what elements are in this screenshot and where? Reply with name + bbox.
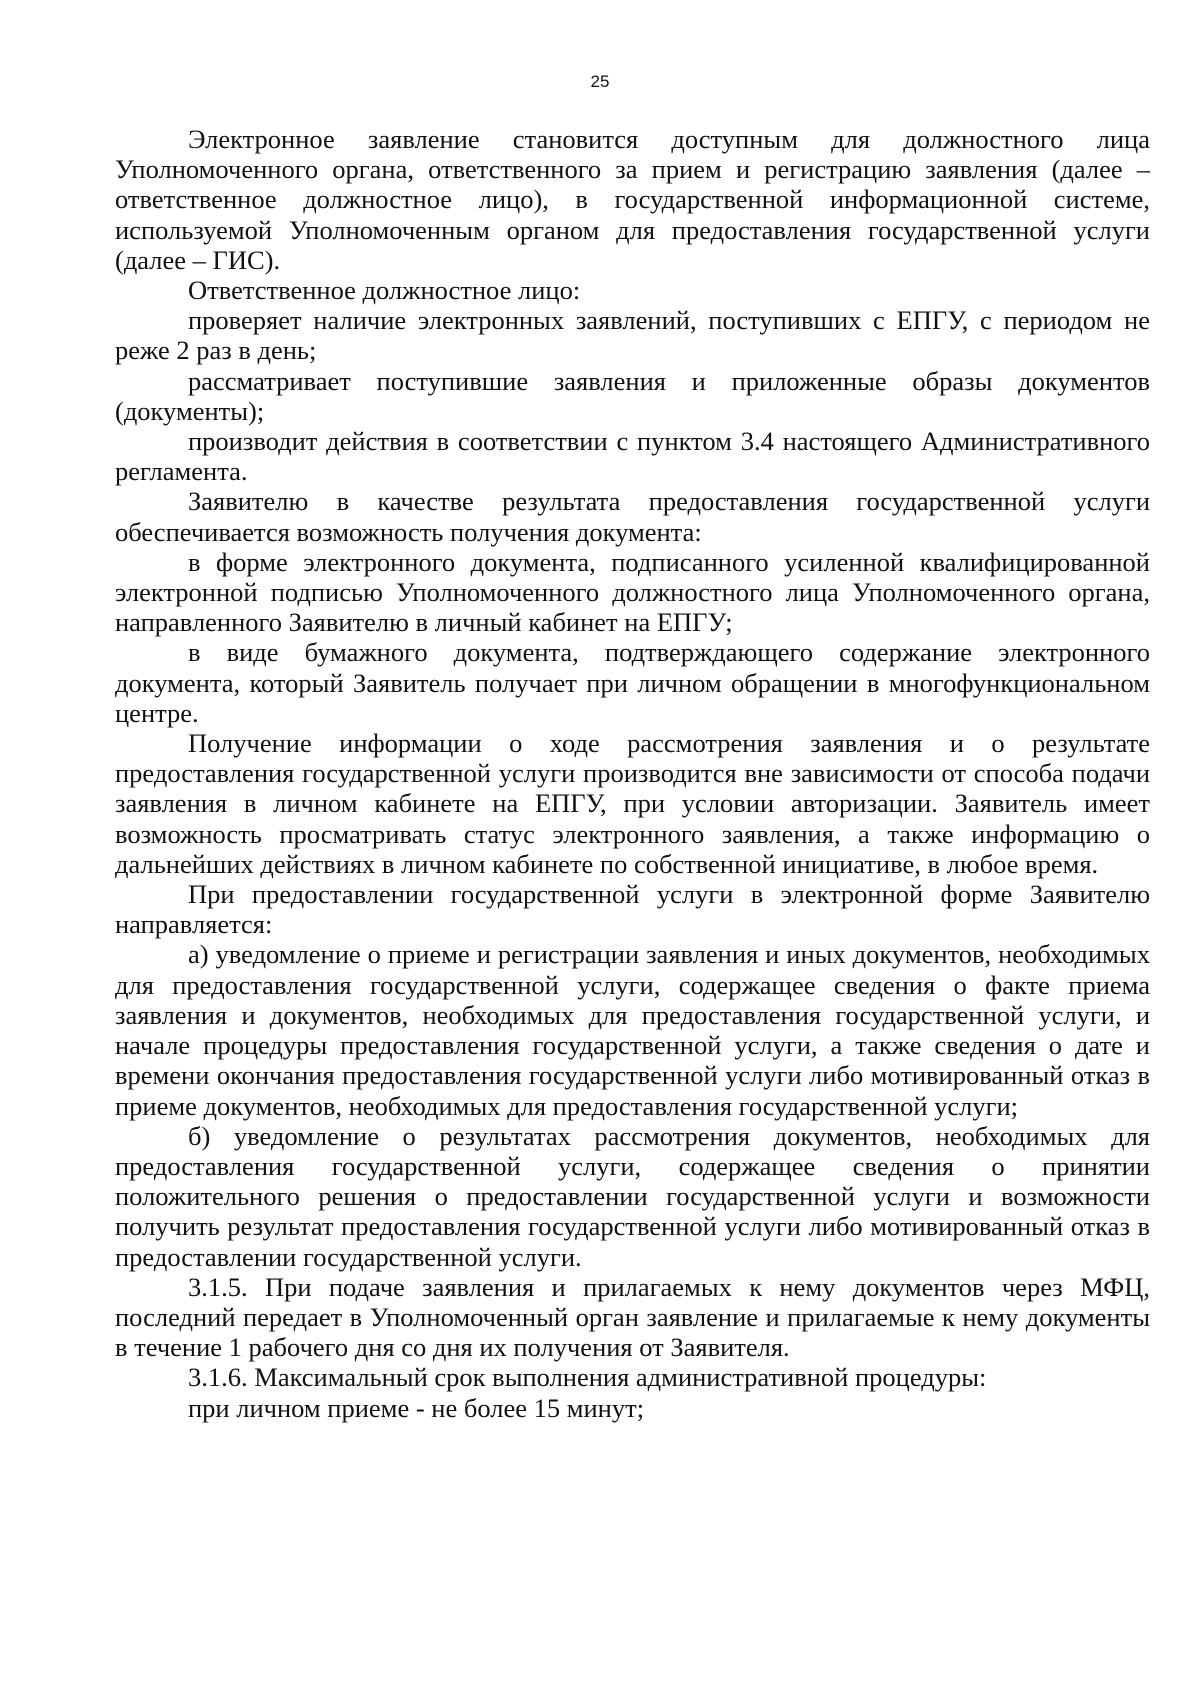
paragraph: в виде бумажного документа, подтверждающего содержание электронного документа, который Заявитель получает при личном обращении в многофункциональном центре. xyxy=(115,637,1150,728)
paragraph: при личном приеме - не более 15 минут; xyxy=(188,1392,645,1423)
paragraph: 3.1.6. Максимальный срок выполнения административной процедуры: xyxy=(188,1362,987,1393)
paragraph: Получение информации о ходе рассмотрения заявления и о результате предоставления государственной услуги производится вне зависимости от способа подачи заявления в личном кабинете на ЕПГУ, при условии авторизации. Заявитель имеет возможность просматривать статус электронного заявления, а также информацию о дальнейших действиях в личном кабинете по собственной инициативе, в любое время. xyxy=(115,728,1150,879)
paragraph: б) уведомление о результатах рассмотрения документов, необходимых для предоставления государственной услуги, содержащее сведения о принятии положительного решения о предоставлении государственной услуги и возможности получить результат предоставления государственной услуги либо мотивированный отказ в предоставлении государственной услуги. xyxy=(115,1120,1150,1272)
paragraph: Ответственное должностное лицо: xyxy=(188,275,581,306)
paragraph: рассматривает поступившие заявления и приложенные образы документов (документы); xyxy=(115,365,1150,426)
paragraph: в форме электронного документа, подписанного усиленной квалифицированной электронной подписью Уполномоченного должностного лица Уполномоченного органа, направленного Заявителю в личный кабинет на ЕПГУ; xyxy=(115,546,1150,638)
document-body xyxy=(115,124,1150,1423)
paragraph: 3.1.5. При подаче заявления и прилагаемых к нему документов через МФЦ, последний передает в Уполномоченный орган заявление и прилагаемые к нему документы в течение 1 рабочего дня со дня их получения от Заявителя. xyxy=(115,1271,1150,1363)
page-number: 25 xyxy=(590,72,610,91)
paragraph: а) уведомление о приеме и регистрации заявления и иных документов, необходимых для предоставления государственной услуги, содержащее сведения о факте приема заявления и документов, необходимых для предоставления государственной услуги, и начале процедуры предоставления государственной услуги, а также сведения о дате и времени окончания предоставления государственной услуги либо мотивированный отказ в приеме документов, необходимых для предоставления государственной услуги; xyxy=(115,939,1150,1121)
paragraph: При предоставлении государственной услуги в электронной форме Заявителю направляется: xyxy=(115,879,1150,940)
paragraph: Заявителю в качестве результата предоставления государственной услуги обеспечивается возможность получения документа: xyxy=(115,486,1150,547)
paragraph: Электронное заявление становится доступным для должностного лица Уполномоченного органа, ответственного за прием и регистрацию заявления (далее – ответственное должностное лицо), в государственной информационной системе, используемой Уполномоченным органом для предоставления государственной услуги (далее – ГИС). xyxy=(115,124,1150,275)
paragraph: проверяет наличие электронных заявлений, поступивших с ЕПГУ, с периодом не реже 2 раз в день; xyxy=(115,305,1150,366)
paragraph: производит действия в соответствии с пунктом 3.4 настоящего Административного регламента. xyxy=(115,426,1150,487)
